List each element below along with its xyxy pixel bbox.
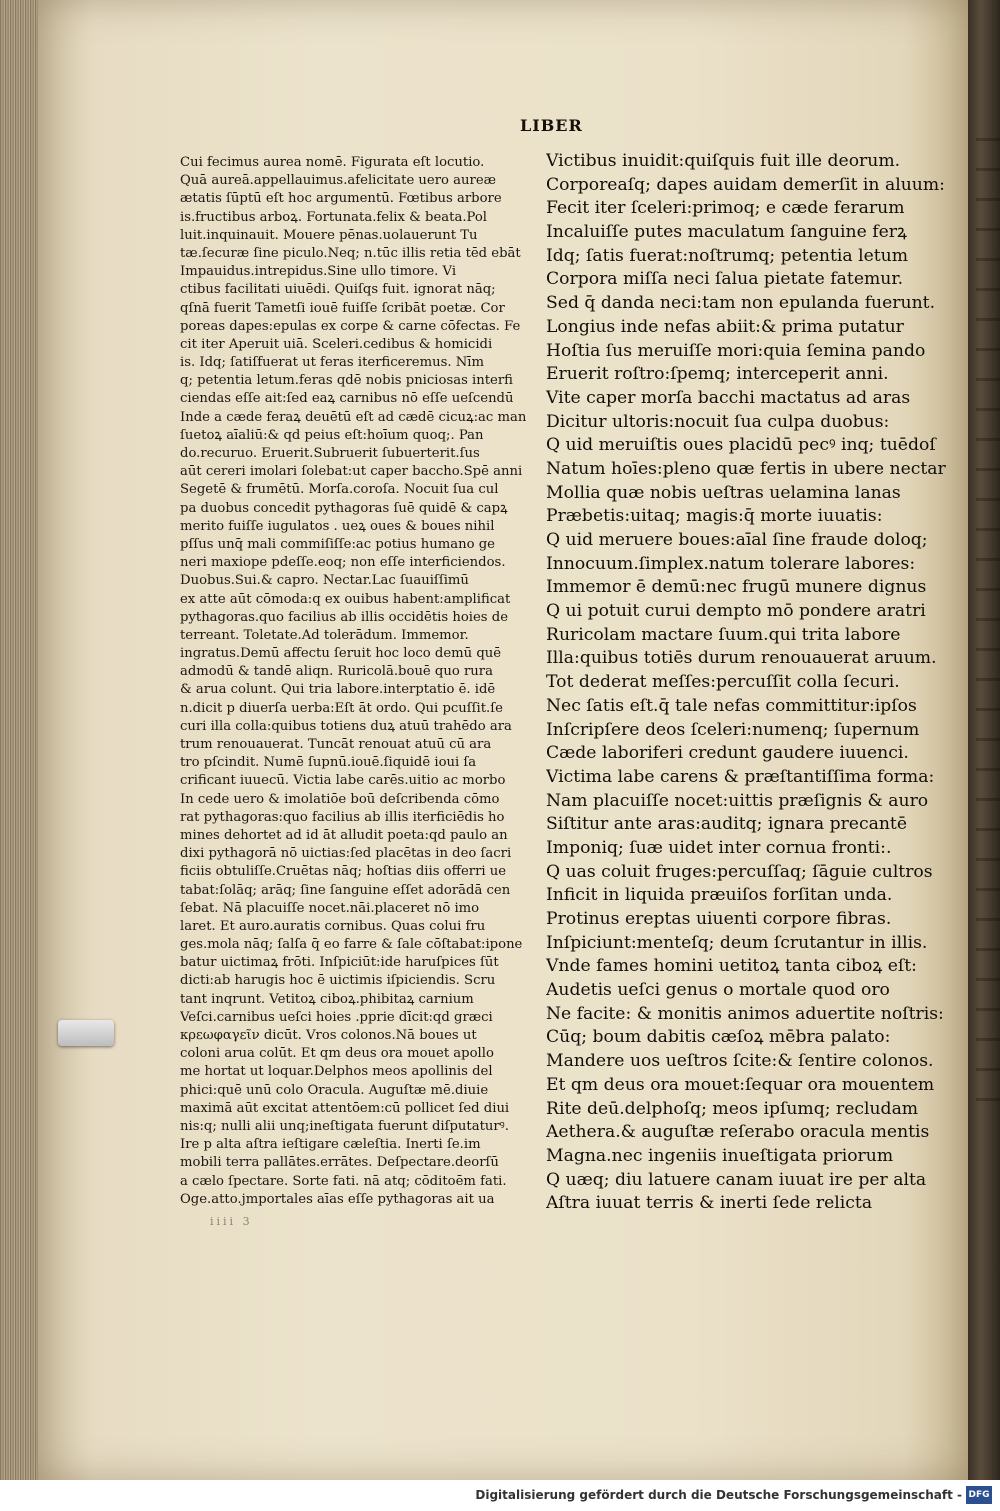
commentary-line: coloni arua colūt. Et qm deus ora mouet apollo — [180, 1046, 494, 1062]
verse-line: Siſtitur ante aras:auditq; ignara precantē — [546, 814, 908, 835]
verse-line: Præbetis:uitaq; magis:q̄ morte iuuatis: — [546, 506, 883, 527]
commentary-line: pſſus unq̄ mali commiſiſſe:ac potius humano ge — [180, 536, 495, 552]
signature-mark: iiii 3 — [210, 1215, 253, 1228]
commentary-line: κρεωφαγεῖν dicūt. Vros colonos.Nā boues ut — [180, 1028, 477, 1043]
commentary-line: cit iter Aperuit uiā. Sceleri.cedibus & homicidi — [180, 336, 493, 352]
verse-line: Imponiq; ſuæ uidet inter cornua fronti:. — [546, 837, 892, 858]
commentary-column — [180, 154, 540, 1209]
footer-credit: Digitalisierung gefördert durch die Deutsche Forschungsgemeinschaft - — [475, 1488, 962, 1502]
verse-line: Nam placuiſſe nocet:uittis præſignis & auro — [546, 790, 929, 811]
commentary-line: neri maxiope pdeſſe.eoq; non eſſe interficiendos. — [180, 555, 506, 571]
commentary-line: ſuetoꝝ aīaliū:& qd peius eſt:hoīum quoq;. Pan — [180, 427, 484, 443]
verse-line: Inſcripſere deos ſceleri:numenq; ſupernum — [546, 719, 920, 740]
verse-line: Hoſtia ſus meruiſſe mori:quia ſemina pando — [546, 340, 926, 361]
verse-line: Dicitur ultoris:nocuit ſua culpa duobus: — [546, 411, 890, 432]
commentary-line: Duobus.Sui.& capro. Nectar.Lac ſuauiſſimū — [180, 573, 469, 589]
commentary-line: ciendas eſſe ait:ſed eaꝝ carnibus nō eſſe ueſcendū — [180, 391, 514, 407]
verse-line: Q uas coluit fruges:percuſſaq; ſāguie cultros — [546, 861, 933, 882]
commentary-line: rat pythagoras:quo facilius ab illis iterficiēdis ho — [180, 809, 505, 825]
verse-line: Fecit iter ſceleri:primoq; e cæde ferarum — [546, 198, 905, 219]
commentary-line: terreant. Toletate.Ad tolerādum. Immemor. — [180, 627, 469, 643]
commentary-line: batur uictimaꝝ frōti. Inſpiciūt:ide haruſpices ſūt — [180, 955, 499, 971]
verse-line: Protinus ereptas uiuenti corpore fibras. — [546, 909, 892, 929]
commentary-line: mines dehortet ad id āt alludit poeta:qd paulo an — [180, 827, 508, 843]
commentary-line: maximā aūt excitat attentōem:cū pollicet ſed diui — [180, 1100, 510, 1116]
verse-line: Magna.nec ingeniis inueſtigata priorum — [546, 1145, 894, 1166]
commentary-line: me hortat ut loquar.Delphos meos apollinis del — [180, 1064, 493, 1080]
commentary-line: Veſci.carnibus ueſci hoies .pprie dīcit:qd græci — [180, 1009, 493, 1025]
verse-line: Victima labe carens & præſtantiſſima forma: — [546, 766, 935, 787]
commentary-line: laret. Et auro.auratis cornibus. Quas colui fru — [180, 918, 486, 934]
commentary-line: pythagoras.quo facilius ab illis occidētis hoies de — [180, 609, 508, 625]
verse-line: Mandere uos ueſtros ſcite:& ſentire colonos. — [546, 1051, 934, 1072]
dfg-logo: DFG — [966, 1486, 992, 1504]
commentary-line: crificant iuuecū. Victia labe carēs.uitio ac morbo — [180, 773, 506, 789]
commentary-line: ingratus.Demū affectu ſeruit hoc loco demū quē — [180, 646, 502, 662]
verse-line: Q ui potuit curui dempto mō pondere aratri — [546, 601, 926, 622]
verse-line: Vite caper morſa bacchi mactatus ad aras — [546, 387, 911, 408]
verse-line: Mollia quæ nobis ueſtras uelamina lanas — [546, 482, 901, 503]
commentary-line: luit.inquinauit. Mouere pēnas.uolauerunt Tu — [180, 227, 478, 243]
commentary-line: dixi pythagorā nō uictias:ſed placētas in deo ſacri — [180, 846, 512, 862]
commentary-line: poreas dapes:epulas ex corpe & carne cōfectas. Fe — [180, 318, 521, 334]
commentary-line: tæ.ſecuræ ſine piculo.Neq; n.tūc illis retia tēd ebāt — [180, 245, 521, 261]
commentary-line: ctibus facilitati uiuēdi. Quiſqs fuit. ignorat nāq; — [180, 282, 496, 298]
commentary-line: admodū & tandē aliqn. Ruricolā.bouē quo rura — [180, 664, 493, 680]
commentary-line: & arua colunt. Qui tria labore.interptatio ē. idē — [180, 682, 496, 698]
commentary-line: qſnā fuerit Tametſi iouē fuiſſe ſcribāt poetæ. Cor — [180, 300, 505, 316]
commentary-line: ficiis obtuliſſe.Cruētas nāq; hoſtias diis offerri ue — [180, 864, 507, 880]
verse-line: Audetis ueſci genus o mortale quod oro — [546, 980, 890, 1001]
verse-line: Q uid meruiſtis oues placidū pecꝰ inq; tuēdoſ — [546, 435, 936, 456]
verse-line: Corporeaſq; dapes auidam demerſit in aluum: — [546, 174, 945, 195]
running-title: LIBER — [520, 116, 583, 135]
commentary-line: Segetē & frumētū. Morſa.coroſa. Nocuit ſua cul — [180, 482, 499, 498]
verse-line: Longius inde nefas abiit:& prima putatur — [546, 316, 904, 337]
commentary-line: n.dicit p diuerſa uerba:Eſt āt ordo. Qui pcuſſit.ſe — [180, 700, 503, 716]
verse-line: Ne facite: & monitis animos aduertite noſtris: — [546, 1003, 944, 1024]
verse-line: Eruerit roſtro:ſpemq; interceperit anni. — [546, 364, 889, 385]
commentary-line: Oge.atto.jmportales aīas eſſe pythagoras ait ua — [180, 1191, 495, 1207]
commentary-line: curi illa colla:quibus totiens duꝝ atuū trahēdo ara — [180, 718, 512, 734]
commentary-line: is. Idq; ſatiſfuerat ut feras iterficeremus. Nīm — [180, 355, 485, 371]
book-fore-edge — [0, 0, 38, 1480]
commentary-line: ætatis ſūptū eſt hoc argumentū. Fœtibus arbore — [180, 191, 502, 207]
commentary-line: Inde a cæde feraꝝ deuētū eſt ad cædē cicuꝝ:ac man — [180, 409, 527, 425]
verse-line: Nec ſatis eſt.q̄ tale nefas committitur:ipſos — [546, 695, 917, 716]
commentary-line: Ire p alta aſtra ieſtigare cæleſtia. Inerti ſe.im — [180, 1137, 481, 1153]
commentary-line: tant inqrunt. Vetitoꝝ ciboꝝ.phibitaꝝ carnium — [180, 991, 474, 1007]
verse-line: Ruricolam mactare ſuum.qui trita labore — [546, 624, 901, 645]
verse-line: Illa:quibus totiēs durum renouauerat aruum. — [546, 648, 937, 669]
verse-line: Incaluiſſe putes maculatum ſanguine ferꝝ — [546, 222, 907, 243]
verse-line: Et qm deus ora mouet:ſequar ora mouentem — [546, 1074, 935, 1095]
verse-line: Victibus inuidit:quiſquis fuit ille deorum. — [546, 151, 901, 171]
verse-line: Aethera.& auguſtæ reſerabo oracula mentis — [546, 1122, 930, 1143]
verse-line: Sed q̄ danda neci:tam non epulanda fuerunt. — [546, 293, 936, 314]
commentary-line: nis:q; nulli alii unq;ineſtigata fuerunt diſputaturꝰ. — [180, 1118, 509, 1134]
verse-line: Natum hoīes:pleno quæ fertis in ubere nectar — [546, 458, 946, 479]
commentary-line: merito fuiſſe iugulatos . ueꝝ oues & boues nihil — [180, 518, 495, 534]
verse-line: Cūq; boum dabitis cæſoꝝ mēbra palato: — [546, 1027, 891, 1048]
commentary-line: trum renouauerat. Tuncāt renouat atuū cū ara — [180, 737, 492, 752]
verse-line: Inficit in liquida præuiſos forſitan unda. — [546, 885, 893, 906]
commentary-line: ſebat. Nā placuiſſe nocet.nāi.placeret nō imo — [180, 900, 480, 916]
commentary-line: q; petentia letum.feras qdē nobis pniciosas interfi — [180, 373, 513, 389]
commentary-line: pa duobus concedit pythagoras ſuē quidē & capꝝ — [180, 500, 508, 516]
commentary-line: Cui fecimus aurea nomē. Figurata eſt locutio. — [180, 155, 485, 170]
digitization-footer — [0, 1480, 1000, 1511]
commentary-line: a cælo ſpectare. Sorte fati. nā atq; cōditoēm fati. — [180, 1173, 507, 1189]
verse-line: Cæde laboriferi credunt gaudere iuuenci. — [546, 743, 909, 764]
verse-line: Tot dederat meſſes:percuſſit colla ſecuri. — [546, 672, 900, 693]
verse-line: Rite deū.delphoſq; meos ipſumq; recludam — [546, 1098, 919, 1119]
verse-line: Q uæq; diu latuere canam iuuat ire per alta — [546, 1169, 927, 1190]
commentary-line: is.fructibus arboꝝ. Fortunata.felix & beata.Pol — [180, 209, 488, 225]
verse-line: Q uid meruere boues:aīal ſine fraude doloq; — [546, 530, 928, 550]
commentary-line: Impauidus.intrepidus.Sine ullo timore. Vi — [180, 264, 457, 280]
verse-column — [546, 150, 946, 1216]
verse-line: Vnde fames homini uetitoꝝ tanta ciboꝝ eſt: — [546, 956, 917, 977]
commentary-line: tro pſcindit. Numē ſupnū.iouē.ſiquidē ioui ſa — [180, 755, 477, 771]
commentary-line: ex atte aūt cōmoda:q ex ouibus habent:amplificat — [180, 591, 511, 607]
adjacent-page-text — [976, 120, 1000, 1120]
commentary-line: mobili terra pallātes.errātes. Deſpectare.deorſū — [180, 1155, 499, 1171]
commentary-line: do.recuruo. Eruerit.Subruerit ſubuerterit.ſus — [180, 446, 480, 461]
commentary-line: aūt cereri imolari ſolebat:ut caper baccho.Spē anni — [180, 464, 523, 480]
commentary-line: phici:quē unū colo Oracula. Auguſtæ mē.diuie — [180, 1082, 489, 1098]
page-clip — [58, 1020, 114, 1046]
commentary-line: ges.mola nāq; ſalſa q̄ eo farre & ſale cōſtabat:ipone — [180, 937, 523, 953]
verse-line: Aſtra iuuat terris & inerti ſede relicta — [546, 1193, 873, 1214]
verse-line: Innocuum.ſimplex.natum tolerare labores: — [546, 553, 916, 574]
verse-line: Idq; ſatis fuerat:noſtrumq; petentia letum — [546, 245, 909, 266]
commentary-line: tabat:ſolāq; arāq; ſine ſanguine eſſet adorādā cen — [180, 882, 511, 898]
verse-line: Corpora miſſa neci ſalua pietate fatemur. — [546, 269, 904, 290]
commentary-line: Quā aureā.appellauimus.afelicitate uero aureæ — [180, 173, 497, 189]
verse-line: Immemor ē demū:nec frugū munere dignus — [546, 577, 927, 598]
commentary-line: dicti:ab harugis hoc ē uictimis iſpiciendis. Scru — [180, 973, 496, 989]
verse-line: Inſpiciunt:menteſq; deum ſcrutantur in illis. — [546, 932, 928, 953]
commentary-line: In cede uero & imolatiōe boū deſcribenda cōmo — [180, 791, 500, 807]
